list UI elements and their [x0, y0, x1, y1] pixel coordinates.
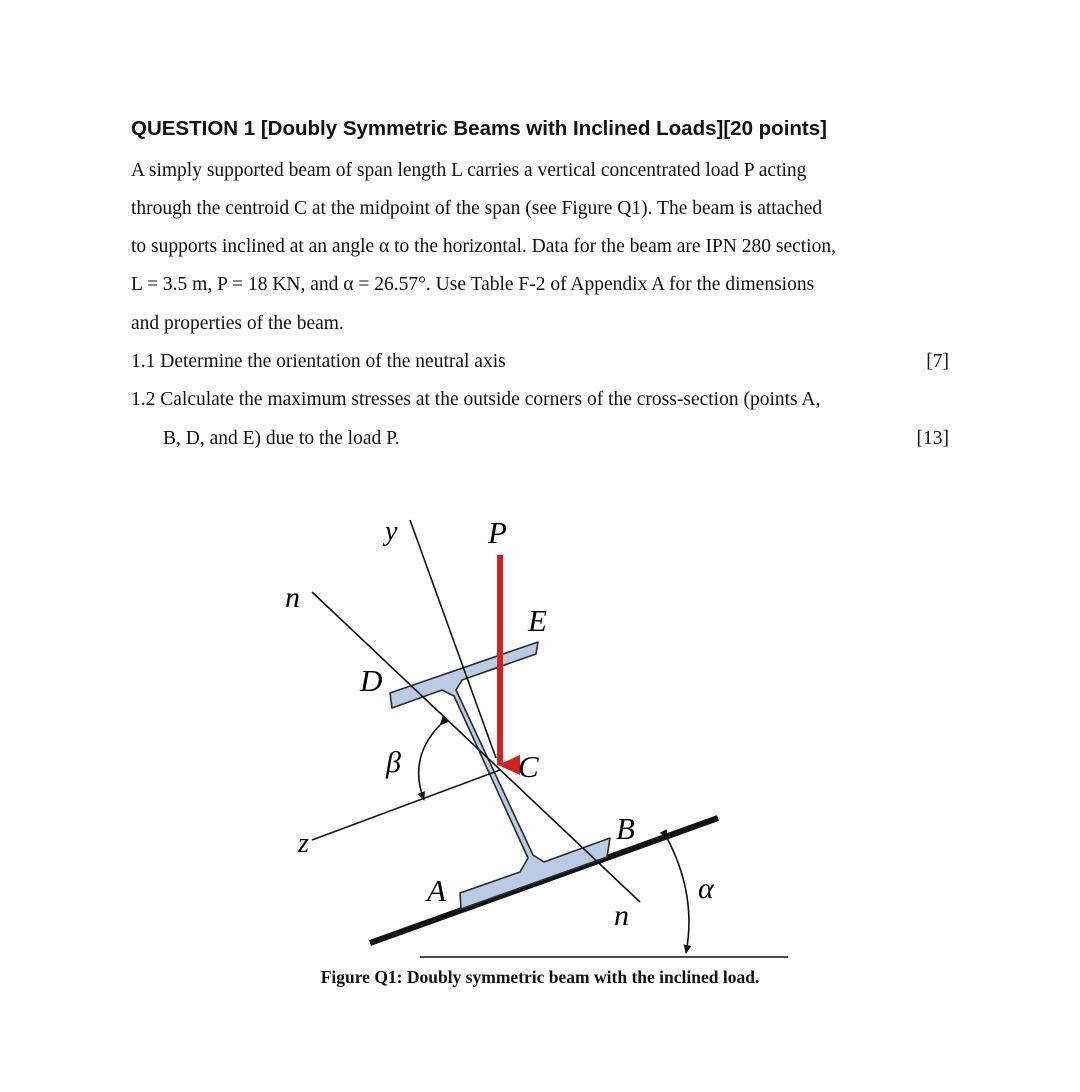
- part-1-2-line-1: 1.2 Calculate the maximum stresses at the outside corners of the cross-section (points A,: [131, 389, 821, 410]
- label-p: P: [488, 515, 507, 550]
- paragraph-line-3: to supports inclined at an angle α to the horizontal. Data for the beam are IPN 280 section,: [131, 236, 836, 257]
- alpha-angle-arc: [667, 838, 689, 953]
- paragraph-line-5: and properties of the beam.: [131, 313, 344, 334]
- label-n-bottom: n: [614, 899, 629, 932]
- label-y: y: [385, 516, 398, 547]
- label-beta: β: [386, 746, 401, 779]
- label-alpha: α: [698, 872, 714, 905]
- figure-q1-diagram: [250, 500, 830, 970]
- paragraph-line-2: through the centroid C at the midpoint of the span (see Figure Q1). The beam is attached: [131, 198, 823, 219]
- label-c: C: [518, 749, 539, 784]
- paragraph-line-4: L = 3.5 m, P = 18 KN, and α = 26.57°. Use Table F-2 of Appendix A for the dimensions: [131, 274, 815, 295]
- part-1-1: [131, 350, 949, 374]
- label-a: A: [427, 873, 446, 908]
- label-n-top: n: [285, 581, 300, 614]
- z-axis-line: [312, 770, 500, 840]
- question-title: QUESTION 1 [Doubly Symmetric Beams with Inclined Loads][20 points]: [131, 117, 827, 140]
- label-e: E: [528, 603, 547, 638]
- part-1-2-text: B, D, and E) due to the load P.: [163, 428, 400, 449]
- label-z: z: [298, 828, 309, 859]
- paragraph-line-1: A simply supported beam of span length L carries a vertical concentrated load P acting: [131, 160, 807, 181]
- part-1-2-marks: [13]: [916, 428, 949, 449]
- label-d: D: [360, 663, 383, 698]
- figure-caption: Figure Q1: Doubly symmetric beam with the inclined load.: [320, 967, 760, 987]
- beta-angle-arc: [419, 725, 440, 800]
- inclined-support: [370, 818, 718, 943]
- neutral-axis-line: [312, 592, 640, 902]
- part-1-1-text: 1.1 Determine the orientation of the neutral axis: [131, 351, 506, 372]
- label-b: B: [616, 811, 635, 846]
- y-axis-line: [410, 520, 496, 758]
- part-1-2-line-2: [163, 427, 949, 451]
- part-1-1-marks: [7]: [926, 351, 949, 372]
